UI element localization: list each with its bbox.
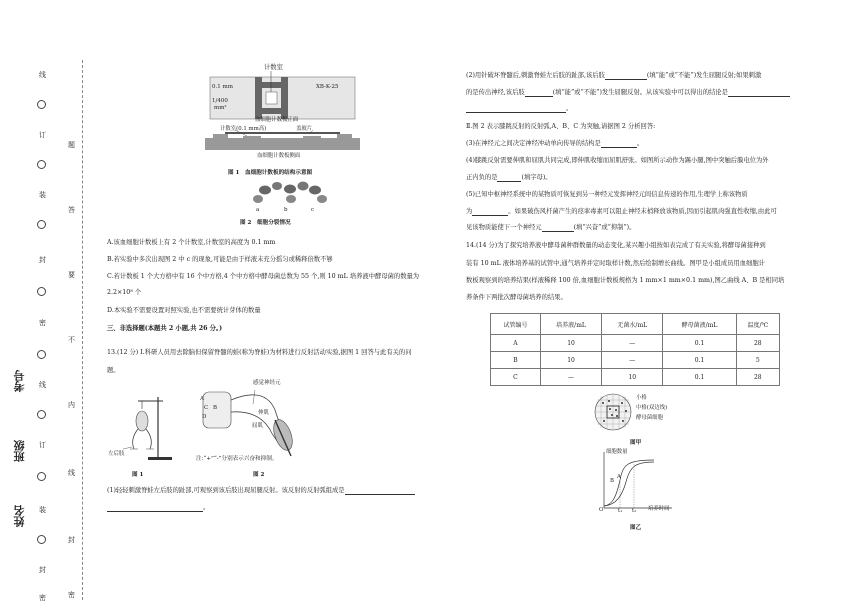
table-header: 试管编号 bbox=[491, 314, 541, 335]
option-a: A.该血细胞计数板上有 2 个计数室,计数室的高度为 0.1 mm bbox=[107, 239, 276, 246]
yeast-cell-label: 酵母菌细胞 bbox=[636, 415, 663, 421]
q13-partII-stem: Ⅱ.图 2 表示膝跳反射的反射弧,A、B、C 为突触,请据图 2 分析回答: bbox=[466, 123, 656, 130]
q13-part5-line1: (5)已知中枢神经系统中的某物质可恢复到另一种经元发挥神经元间信息传递的作用,生理学上称该物质 bbox=[466, 191, 748, 198]
tick-t2: t₂ bbox=[632, 508, 637, 514]
binding-char: 订 bbox=[39, 131, 46, 139]
y-axis-label: 细胞数量 bbox=[606, 449, 628, 455]
q13-part2-c: 的是传出神经,该后肢 bbox=[466, 89, 525, 96]
inner-char: 要 bbox=[68, 271, 75, 279]
curve-label-a: A bbox=[617, 474, 621, 480]
answer-blank[interactable] bbox=[542, 231, 574, 232]
option-d: D.本实验不需要设置对照实验,也不需要统计芽体的数量 bbox=[107, 307, 261, 314]
table-cell: — bbox=[602, 335, 663, 352]
figure-yi-caption: 图乙 bbox=[630, 525, 642, 531]
binding-hole bbox=[37, 100, 46, 109]
cell-label-c: c bbox=[311, 207, 315, 213]
inner-char: 密 bbox=[68, 591, 75, 599]
binding-hole bbox=[37, 287, 46, 296]
reflex-note: 注:“+”“-”分别表示兴奋和抑制。 bbox=[196, 456, 278, 462]
q13-part2-line2 bbox=[466, 89, 790, 97]
binding-hole bbox=[37, 220, 46, 229]
table-cell: 10 bbox=[540, 335, 601, 352]
student-name-label: 姓名 bbox=[13, 505, 26, 527]
table-cell: 10 bbox=[540, 352, 601, 369]
table-header: 温度/℃ bbox=[736, 314, 779, 335]
figure2-caption: 图 2 细胞分裂情况 bbox=[240, 220, 291, 226]
q13-figure2-caption: 图 2 bbox=[253, 472, 265, 478]
q13-part2-line1 bbox=[466, 72, 761, 80]
q13-stem-end: 题。 bbox=[107, 367, 120, 374]
table-cell: 28 bbox=[736, 369, 779, 386]
table-row bbox=[491, 369, 780, 386]
option-b: B.若实验中多次出现图 2 中 c 的现象,可能是由于样液未充分摇匀或稀释倍数不够 bbox=[107, 256, 333, 263]
answer-blank[interactable] bbox=[497, 181, 521, 182]
answer-blank[interactable] bbox=[345, 494, 415, 495]
option-c: C.若计数板 1 个大方格中有 16 个中方格,4 个中方格中酵母菌总数为 55 个,则 10 mL 培养液中酵母菌的数量为 bbox=[107, 273, 420, 280]
synapse-label-a: A bbox=[200, 396, 204, 402]
grid-area-unit: mm² bbox=[214, 105, 227, 111]
binding-hole bbox=[37, 410, 46, 419]
table-cell: — bbox=[540, 369, 601, 386]
table-header: 无菌水/mL bbox=[602, 314, 663, 335]
medium-grid-label: 中格(双边线) bbox=[636, 405, 668, 411]
seal-line bbox=[82, 60, 83, 600]
student-number-label: 考号 bbox=[13, 370, 26, 392]
inner-char: 答 bbox=[68, 206, 75, 214]
binding-char: 密 bbox=[39, 594, 46, 602]
inner-char: 题 bbox=[68, 141, 75, 149]
binding-hole bbox=[37, 350, 46, 359]
q13-stem: 13.(12 分) Ⅰ.科研人员用去除脑但保留脊髓的蛙(称为脊蛙)为材料进行反射活动实验,据图 1 回答与此有关的问 bbox=[107, 349, 412, 356]
q13-part5-line2 bbox=[466, 208, 777, 216]
table-cell: B bbox=[491, 352, 541, 369]
left-hindlimb-label: 左后肢 bbox=[108, 451, 125, 457]
table-cell: C bbox=[491, 369, 541, 386]
binding-char: 装 bbox=[39, 506, 46, 514]
student-class-label: 班级 bbox=[13, 440, 26, 462]
q13-part2-d: (填“能”或“不能”)发生屈腿反射。从该实验中可以得出的结论是 bbox=[552, 89, 728, 96]
small-grid-label: 小格 bbox=[636, 395, 647, 401]
synapse-label-b: B bbox=[213, 405, 218, 411]
q13-part2-a: (2)用针破坏脊髓后,刺激脊蛙左后肢的趾部,该后肢 bbox=[466, 72, 605, 79]
answer-blank[interactable] bbox=[472, 215, 508, 216]
inner-char: 内 bbox=[68, 401, 75, 409]
cover-slip-label: 盖玻片 bbox=[296, 126, 313, 132]
sensory-neuron-label: 感觉神经元 bbox=[253, 380, 281, 386]
q13-figure1-caption: 图 1 bbox=[132, 472, 144, 478]
table-cell: 0.1 bbox=[663, 352, 736, 369]
binding-hole bbox=[37, 472, 46, 481]
binding-char: 封 bbox=[39, 566, 46, 574]
flexor-label: 屈肌 bbox=[252, 423, 264, 429]
table-cell: A bbox=[491, 335, 541, 352]
answer-blank[interactable] bbox=[466, 112, 566, 113]
q13-part5-e: (填“兴奋”或“抑制”)。 bbox=[573, 224, 636, 231]
inner-char: 封 bbox=[68, 536, 75, 544]
grid-area-label: 1/400 bbox=[212, 98, 228, 104]
binding-char: 密 bbox=[39, 319, 46, 327]
synapse-label-d: D bbox=[202, 414, 207, 420]
frog-figure bbox=[108, 395, 173, 470]
experiment-table bbox=[490, 313, 780, 386]
table-cell: 28 bbox=[736, 335, 779, 352]
front-view-caption: 血细胞计数板正面 bbox=[255, 117, 299, 123]
q13-part1-line2 bbox=[107, 504, 209, 512]
q13-part5-d: 见该物质能使下一个神经元 bbox=[466, 224, 542, 231]
inner-char: 不 bbox=[68, 336, 75, 344]
answer-blank[interactable] bbox=[525, 96, 553, 97]
grid-size-label: 0.1 mm bbox=[212, 84, 233, 90]
q13-part1-line1 bbox=[107, 487, 415, 495]
x-axis-label: 培养时间 bbox=[648, 506, 670, 512]
answer-blank[interactable] bbox=[601, 147, 637, 148]
binding-char: 封 bbox=[39, 256, 46, 264]
counting-room-label: 计数室 bbox=[264, 64, 283, 71]
answer-blank[interactable] bbox=[107, 511, 203, 512]
q14-stem-3: 数板观察到的培养结果(样液稀释 100 倍,血细胞计数板规格为 1 mm×1 mm×0.1 mm),图乙曲线 A、B 是相同培 bbox=[466, 277, 785, 284]
table-cell: 5 bbox=[736, 352, 779, 369]
q13-part3-text: (3)在神经元之间决定神经冲动单向传导的结构是 bbox=[466, 140, 601, 147]
binding-char: 订 bbox=[39, 441, 46, 449]
q14-stem-4: 养条件下两批次酵母菌培养的结果。 bbox=[466, 294, 567, 301]
side-view-caption: 血细胞计数板侧面 bbox=[257, 153, 301, 159]
table-cell: — bbox=[602, 352, 663, 369]
q13-part2-b: (填“能”或“不能”)发生屈腿反射;如果刺激 bbox=[646, 72, 762, 79]
extensor-label: 伸肌 bbox=[258, 410, 270, 416]
tick-t1: t₁ bbox=[618, 508, 623, 514]
answer-blank[interactable] bbox=[728, 96, 790, 97]
table-row bbox=[491, 352, 780, 369]
answer-blank[interactable] bbox=[605, 79, 647, 80]
option-c-value: 2.2×10⁸ 个 bbox=[107, 289, 142, 296]
table-header-row bbox=[491, 314, 780, 335]
q13-part5-b: 为 bbox=[466, 208, 473, 215]
table-cell: 0.1 bbox=[663, 369, 736, 386]
q13-part3 bbox=[466, 140, 643, 148]
figure-jia-caption: 图甲 bbox=[630, 440, 642, 446]
binding-hole bbox=[37, 535, 46, 544]
binding-hole bbox=[37, 160, 46, 169]
synapse-label-c: C bbox=[204, 405, 209, 411]
cell-label-a: a bbox=[256, 207, 260, 213]
table-cell: 0.1 bbox=[663, 335, 736, 352]
section-heading: 三、非选择题(本题共 2 小题,共 26 分。) bbox=[107, 325, 223, 332]
figure1-caption: 图 1 血细胞计数板的结构示意图 bbox=[228, 170, 313, 176]
reflex-arc-figure bbox=[195, 380, 315, 460]
chamber-depth-label: 计数室(0.1 mm高) bbox=[220, 126, 267, 132]
q13-part4-end: (填字母)。 bbox=[521, 174, 552, 181]
table-cell: 10 bbox=[602, 369, 663, 386]
table-row bbox=[491, 335, 780, 352]
q13-part4-text: 正内负的是 bbox=[466, 174, 498, 181]
q13-part5-c: 。如果破伤风杆菌产生的痉挛毒素可以阻止神经末梢释放该物质,因而引起肌肉强直性收缩,由此可 bbox=[508, 208, 777, 215]
curve-label-b: B bbox=[610, 478, 614, 484]
q14-stem-2: 装有 10 mL 液体培养基的试管中,通气培养并定时取样计数,然后绘制增长曲线。图甲是小组成员用血细胞计 bbox=[466, 260, 765, 267]
q14-stem-1: 14.(14 分)为了探究培养液中酵母菌种群数量的动态变化,某兴趣小组按如表完成了有关实验,将酵母菌接种到 bbox=[466, 242, 766, 249]
q13-part4-line2 bbox=[466, 174, 552, 182]
q13-part4-line1: (4)膝跳反射需要伸肌和屈肌共同完成,即伸肌收缩而屈肌舒张。如图所示动作为踢小腿,图中突触后膜电位为外 bbox=[466, 157, 769, 164]
q13-part1-text: (1)轻轻刺激脊蛙左后肢的趾部,可观察到该后肢出现屈腿反射。该反射的反射弧组成是 bbox=[107, 487, 345, 494]
chamber-model-label: XB-K-25 bbox=[316, 84, 339, 90]
inner-char: 线 bbox=[68, 469, 75, 477]
q13-part1-end: 。 bbox=[203, 504, 210, 511]
binding-char: 装 bbox=[39, 191, 46, 199]
binding-char: 线 bbox=[39, 381, 46, 389]
binding-char: 线 bbox=[39, 71, 46, 79]
table-header: 培养液/mL bbox=[540, 314, 601, 335]
q13-part2-end: 。 bbox=[566, 105, 573, 112]
q13-part3-end: 。 bbox=[636, 140, 644, 147]
table-header: 酵母菌液/mL bbox=[663, 314, 736, 335]
cell-label-b: b bbox=[284, 207, 288, 213]
q13-part5-line3 bbox=[466, 224, 635, 232]
q13-part2-line3 bbox=[466, 105, 572, 113]
origin-label: O bbox=[599, 507, 604, 513]
hemocytometer-grid-figure bbox=[593, 392, 633, 432]
